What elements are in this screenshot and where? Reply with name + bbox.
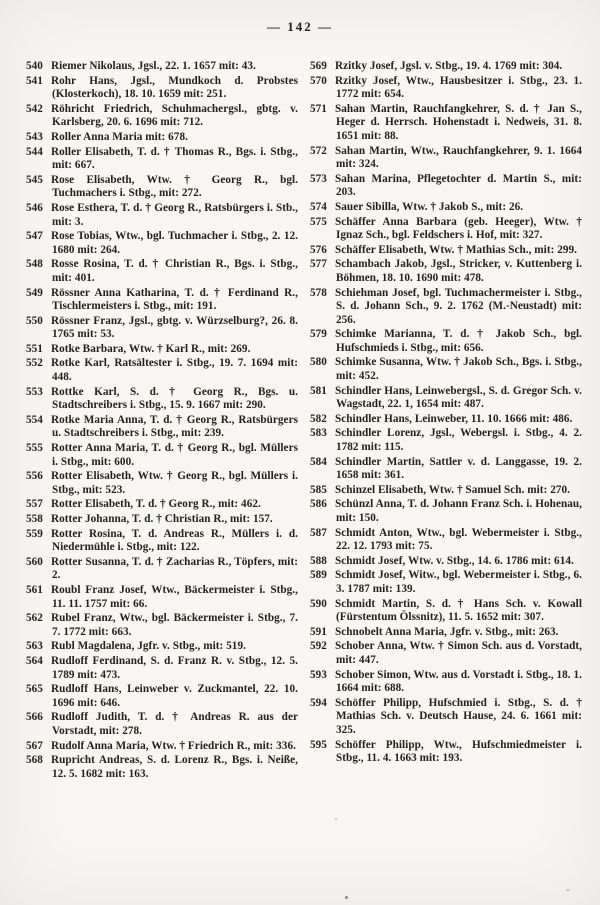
entry-number: 586 [310,498,327,511]
entry-number: 552 [26,357,43,370]
entry-number: 543 [26,130,43,143]
entry-text: Rupricht Andreas, S. d. Lorenz R., Bgs. i. Neiße, 12. 5. 1682 mit: 163. [51,754,298,780]
register-entry [26,442,298,469]
entry-number: 540 [26,60,43,72]
entry-text: Sahan Marina, Pflegetochter d. Martin S., mit: 203. [335,172,582,199]
entry-number: 578 [310,286,327,299]
right-column [310,60,582,782]
entry-text: Schnobelt Anna Maria, Jgfr. v. Stbg., mit: 263. [335,625,559,638]
register-entry [26,711,298,738]
entry-number: 559 [26,527,43,540]
register-entry [26,146,298,173]
entry-text: Rotke Barbara, Wtw. † Karl R., mit: 269. [51,342,251,355]
register-entry [26,202,298,229]
entry-number: 541 [26,74,43,87]
register-entry [310,527,582,554]
entry-number: 588 [310,554,327,567]
entry-text: Schindler Lorenz, Jgsl., Webergsl. i. Stbg., 4. 2. 1782 mit: 115. [335,427,582,454]
entry-number: 561 [26,583,43,596]
entry-number: 566 [26,711,43,724]
register-entry [310,555,582,569]
entry-text: Schober Anna, Wtw. † Simon Sch. aus d. Vorstadt, mit: 447. [335,640,582,666]
entry-number: 542 [26,102,43,115]
entry-number: 591 [310,625,327,638]
entry-number: 593 [310,668,327,681]
entry-number: 568 [26,754,43,767]
entry-text: Rudloff Hans, Leinweber v. Zuckmantel, 22. 10. 1696 mit: 646. [51,683,298,709]
entry-number: 584 [310,455,327,468]
register-entry [26,498,298,512]
register-entry [310,145,582,172]
entry-text: Rohr Hans, Jgsl., Mundkoch d. Probstes (Klosterkoch), 18. 10. 1659 mit: 251. [51,74,298,101]
register-entry [310,244,582,258]
left-column [26,60,298,782]
entry-text: Rzitky Josef, Wtw., Hausbesitzer i. Stbg., 23. 1. 1772 mit: 654. [335,74,582,101]
entry-number: 575 [310,215,327,228]
entry-text: Schmidt Martin, S. d. † Hans Sch. v. Kowall (Fürstentum Ölssnitz), 11. 5. 1652 mit: 307. [335,597,582,624]
entry-text: Schimke Susanna, Wtw. † Jakob Sch., Bgs. i. Stbg., mit: 452. [335,356,582,383]
entry-number: 576 [310,243,327,256]
entry-text: Riemer Nikolaus, Jgsl., 22. 1. 1657 mit: 43. [51,60,256,72]
register-entry [26,60,298,74]
register-entry [310,287,582,328]
entry-text: Rotter Anna Maria, T. d. † Georg R., bgl. Müllers i. Stbg., mit: 600. [51,442,298,468]
register-columns [0,35,600,782]
entry-text: Schäffer Elisabeth, Wtw. † Mathias Sch., mit: 299. [335,243,577,256]
register-entry [310,640,582,667]
register-entry [26,386,298,413]
register-entry [310,498,582,525]
entry-number: 551 [26,342,43,355]
entry-text: Schiehman Josef, bgl. Tuchmachermeister i. Stbg., S. d. Johann Sch., 9. 2. 1762 (M.-Neustadt) mit: 256. [335,286,582,326]
entry-text: Schmidt Josef, Witw., bgl. Webermeister i. Stbg., 6. 3. 1787 mit: 139. [335,569,582,595]
register-entry [310,356,582,383]
entry-text: Schöffer Philipp, Hufschmied i. Stbg., S. d. † Mathias Sch. v. Deutsch Hause, 24. 6. 1661 mit: 325. [335,696,582,736]
entry-text: Rottke Karl, S. d. † Georg R., Bgs. u. Stadtschreibers i. Stbg., 15. 9. 1667 mit: 290. [51,385,298,412]
entry-number: 556 [26,470,43,483]
entry-text: Rotke Karl, Ratsältester i. Stbg., 19. 7. 1694 mit: 448. [51,357,298,384]
entry-text: Rössner Anna Katharina, T. d. † Ferdinand R., Tischlermeisters i. Stbg., mit: 191. [51,286,298,313]
entry-number: 547 [26,230,43,243]
register-entry [26,258,298,285]
register-entry [26,75,298,102]
entry-number: 563 [26,640,43,653]
entry-text: Schindler Hans, Leinweber, 11. 10. 1666 mit: 486. [335,412,573,425]
entry-number: 589 [310,569,327,582]
entry-number: 567 [26,739,43,752]
register-entry [26,528,298,555]
register-entry [26,513,298,527]
entry-number: 572 [310,144,327,157]
register-entry [310,173,582,200]
entry-text: Schmidt Anton, Wtw., bgl. Webermeister i. Stbg., 22. 12. 1793 mit: 75. [335,526,582,553]
entry-text: Roller Anna Maria mit: 678. [51,130,188,143]
register-entry [26,584,298,611]
entry-text: Rose Esthera, T. d. † Georg R., Ratsbürgers i. Stb., mit: 3. [51,201,298,228]
entry-text: Schambach Jakob, Jgsl., Stricker, v. Kuttenberg i. Böhmen, 18. 10. 1690 mit: 478. [335,258,582,284]
entry-text: Sauer Sibilla, Wtw. † Jakob S., mit: 26. [335,200,524,213]
register-entry [310,385,582,412]
entry-number: 545 [26,173,43,186]
register-entry [310,456,582,483]
ink-speck [345,896,348,899]
entry-text: Roller Elisabeth, T. d. † Thomas R., Bgs. i. Stbg., mit: 667. [51,145,298,172]
entry-text: Schindler Hans, Leinwebergsl., S. d. Gregor Sch. v. Wagstadt, 22. 1, 1654 mit: 487. [335,384,582,411]
entry-number: 583 [310,427,327,440]
entry-number: 544 [26,145,43,158]
register-entry [310,60,582,74]
register-entry [310,216,582,243]
entry-number: 555 [26,442,43,455]
entry-number: 573 [310,172,327,185]
register-entry [26,414,298,441]
entry-text: Rotter Rosina, T. d. Andreas R., Müllers i. d. Niedermühle i. Stbg., mit: 122. [51,527,298,554]
entry-text: Schober Simon, Wtw. aus d. Vorstadt i. Stbg., 18. 1. 1664 mit: 688. [335,668,582,695]
entry-text: Rotter Elisabeth, Wtw. † Georg R., bgl. Müllers i. Stbg., mit: 523. [51,470,298,496]
entry-text: Rubel Franz, Wtw., bgl. Bäckermeister i. Stbg., 7. 7. 1772 mit: 663. [51,612,298,638]
entry-number: 562 [26,612,43,625]
register-entry [26,683,298,710]
entry-number: 581 [310,384,327,397]
register-entry [26,103,298,130]
register-entry [26,230,298,257]
entry-text: Rzitky Josef, Jgsl. v. Stbg., 19. 4. 1769 mit: 304. [335,60,563,72]
entry-text: Rotke Maria Anna, T. d. † Georg R., Ratsbürgers u. Stadtschreibers i. Stbg., mit: 239. [51,413,298,440]
entry-text: Sahan Martin, Rauchfangkehrer, S. d. † Jan S., Heger d. Herrsch. Hohenstadt i. Nedweis, 31. 8. 1651 mit: 88. [335,102,582,142]
ink-speck [335,818,337,820]
entry-number: 548 [26,258,43,271]
register-entry [310,103,582,144]
register-entry [26,131,298,145]
register-entry [26,754,298,781]
entry-number: 595 [310,738,327,751]
entry-text: Rössner Franz, Jgsl., gbtg. v. Würzselburg?, 26. 8. 1765 mit: 53. [51,314,298,341]
entry-number: 582 [310,412,327,425]
register-entry [26,174,298,201]
entry-number: 574 [310,200,327,213]
entry-number: 565 [26,683,43,696]
entry-number: 592 [310,640,327,653]
entry-number: 570 [310,74,327,87]
register-entry [310,201,582,215]
entry-number: 579 [310,328,327,341]
entry-number: 550 [26,314,43,327]
entry-text: Rudolf Anna Maria, Wtw. † Friedrich R., mit: 336. [51,739,296,752]
ink-speck [566,889,570,891]
register-entry [26,287,298,314]
entry-number: 554 [26,413,43,426]
register-entry [26,470,298,497]
register-entry [310,427,582,454]
register-entry [310,569,582,596]
register-entry [26,357,298,384]
entry-number: 546 [26,201,43,214]
entry-text: Roubl Franz Josef, Wtw., Bäckermeister i. Stbg., 11. 11. 1757 mit: 66. [51,583,298,610]
entry-number: 558 [26,513,43,525]
entry-number: 564 [26,654,43,667]
register-entry [310,258,582,285]
register-entry [310,598,582,625]
entry-number: 590 [310,597,327,610]
entry-text: Rotter Johanna, T. d. † Christian R., mit: 157. [51,513,273,525]
entry-text: Schmidt Josef, Wtw. v. Stbg., 14. 6. 1786 mit: 614. [335,554,574,567]
entry-text: Schinzel Elisabeth, Wtw. † Samuel Sch. mit: 270. [335,483,570,496]
register-entry [26,740,298,754]
register-entry [26,315,298,342]
entry-text: Rotter Elisabeth, T. d. † Georg R., mit: 462. [51,498,261,511]
entry-number: 585 [310,483,327,496]
entry-number: 580 [310,356,327,369]
register-entry [310,697,582,738]
entry-text: Sahan Martin, Wtw., Rauchfangkehrer, 9. 1. 1664 mit: 324. [335,144,582,171]
entry-number: 571 [310,102,327,115]
entry-number: 549 [26,286,43,299]
register-entry [310,626,582,640]
entry-text: Schünzl Anna, T. d. Johann Franz Sch. i. Hohenau, mit: 150. [335,498,582,524]
entry-text: Schindler Martin, Sattler v. d. Langgasse, 19. 2. 1658 mit: 361. [335,455,582,482]
register-entry [310,413,582,427]
register-entry [26,640,298,654]
register-entry [26,655,298,682]
register-entry [310,739,582,766]
entry-number: 553 [26,385,43,398]
entry-text: Rose Tobias, Wtw., bgl. Tuchmacher i. Stbg., 2. 12. 1680 mit: 264. [51,230,298,256]
entry-number: 594 [310,696,327,709]
entry-text: Schöffer Philipp, Wtw., Hufschmiedmeister i. Stbg., 11. 4. 1663 mit: 193. [335,738,582,765]
register-entry [310,75,582,102]
entry-number: 560 [26,555,43,568]
register-entry [26,612,298,639]
entry-number: 587 [310,526,327,539]
entry-text: Rudloff Ferdinand, S. d. Franz R. v. Stbg., 12. 5. 1789 mit: 473. [51,654,298,681]
entry-text: Rosse Rosina, T. d. † Christian R., Bgs. i. Stbg., mit: 401. [51,258,298,284]
register-entry [26,343,298,357]
entry-number: 557 [26,498,43,511]
entry-text: Rudloff Judith, T. d. † Andreas R. aus der Vorstadt, mit: 278. [51,711,298,737]
entry-number: 569 [310,60,327,72]
register-entry [26,556,298,583]
entry-text: Rose Elisabeth, Wtw. † Georg R., bgl. Tuchmachers i. Stbg., mit: 272. [51,173,298,200]
page-number: — 142 — [267,19,333,34]
register-entry [310,484,582,498]
entry-text: Rotter Susanna, T. d. † Zacharias R., Töpfers, mit: 2. [51,555,298,582]
register-entry [310,328,582,355]
entry-number: 577 [310,258,327,271]
entry-text: Röhricht Friedrich, Schuhmachergsl., gbtg. v. Karlsberg, 20. 6. 1696 mit: 712. [51,102,298,129]
register-entry [310,669,582,696]
entry-text: Rubl Magdalena, Jgfr. v. Stbg., mit: 519. [51,640,246,653]
entry-text: Schimke Marianna, T. d. † Jakob Sch., bgl. Hufschmieds i. Stbg., mit: 656. [335,328,582,354]
entry-text: Schäffer Anna Barbara (geb. Heeger), Wtw. † Ignaz Sch., bgl. Feldschers i. Hof, mit: 327. [335,215,582,242]
